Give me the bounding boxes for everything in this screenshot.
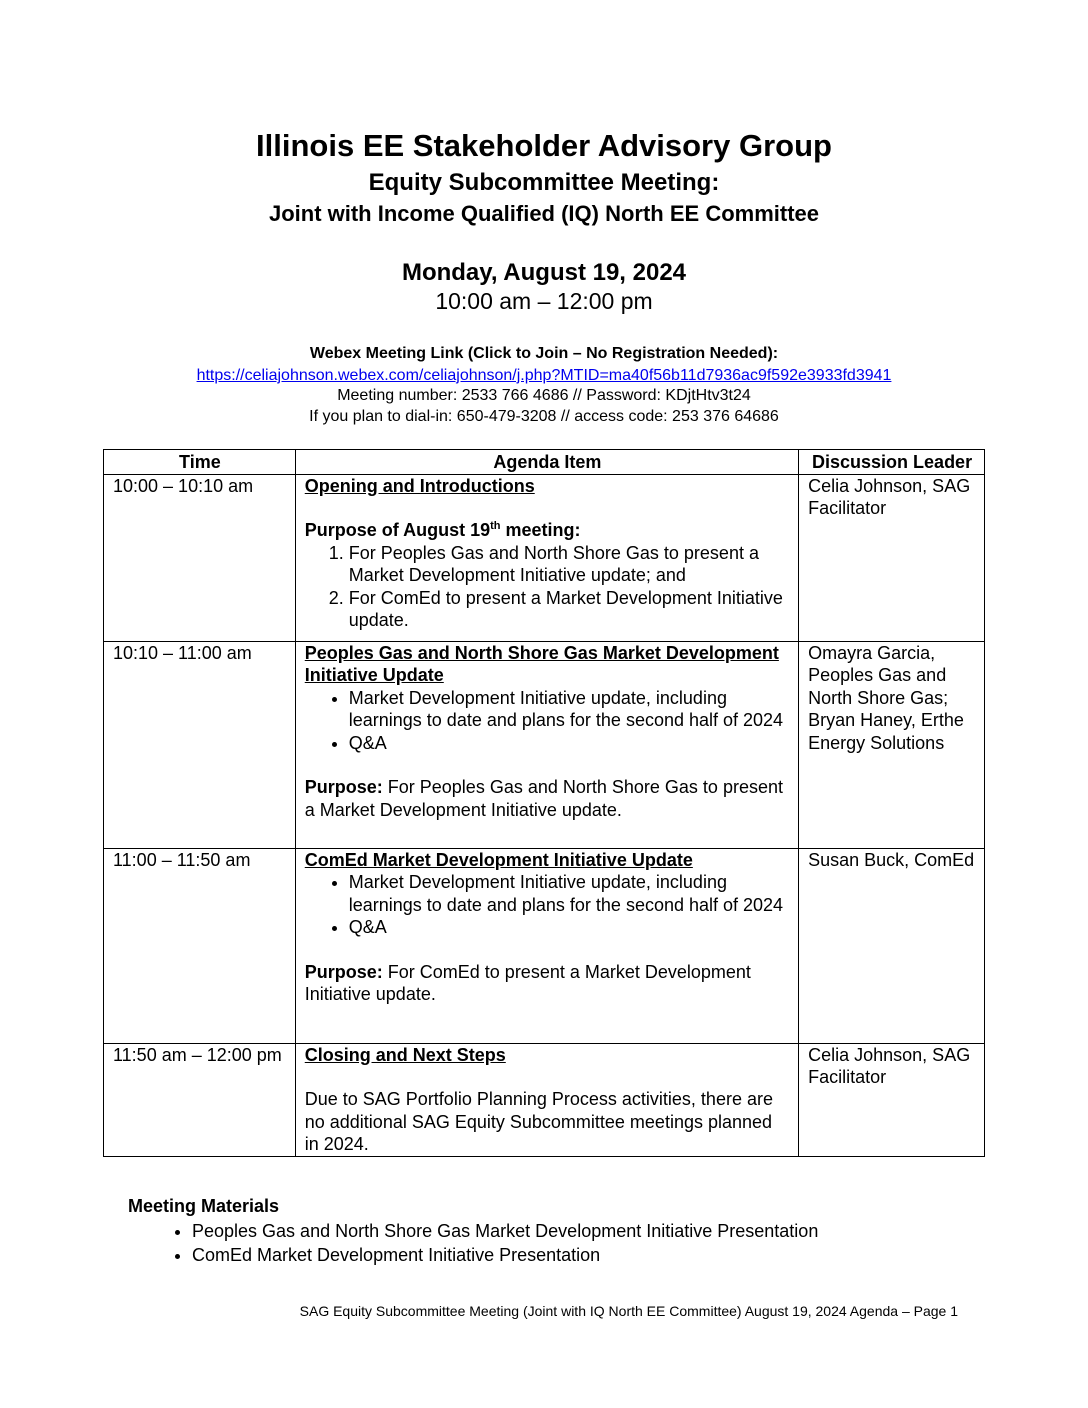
materials-heading: Meeting Materials [128, 1196, 280, 1216]
webex-heading: Webex Meeting Link (Click to Join – No Registration Needed): [309, 345, 779, 362]
table-row [104, 474, 985, 641]
agenda-header-row [104, 450, 985, 475]
row-time: 11:00 – 11:50 am [104, 848, 296, 1043]
meeting-number: Meeting number: 2533 766 4686 // Password: KDjtHtv3t24 [337, 387, 751, 404]
list-item: • Q&A [349, 732, 790, 755]
document-subtitle: Equity Subcommittee Meeting: [368, 169, 720, 196]
dial-in-info: If you plan to dial-in: 650-479-3208 // access code: 253 376 64686 [309, 408, 779, 425]
item-text: Due to SAG Portfolio Planning Process activities, there are no additional SAG Equity Subcommittee meetings planned in 2024. [304, 1089, 773, 1154]
list-item: • Market Development Initiative update, including learnings to date and plans for the second half of 2024 [349, 687, 790, 732]
table-row [104, 848, 985, 1043]
header-time: Time [104, 450, 296, 475]
purpose-heading: Purpose of August 19th meeting: [304, 520, 581, 540]
bullet-list [305, 871, 790, 939]
page-footer: SAG Equity Subcommittee Meeting (Joint with IQ North EE Committee) August 19, 2024 Agenda – Page 1 [299, 1303, 958, 1319]
list-item: • ComEd Market Development Initiative Presentation [192, 1243, 1012, 1267]
item-title: Peoples Gas and North Shore Gas Market Development Initiative Update [304, 642, 779, 685]
materials-list [128, 1219, 1012, 1267]
meeting-date: Monday, August 19, 2024 [401, 259, 687, 286]
purpose-list [305, 542, 790, 632]
table-row [104, 641, 985, 848]
list-item: 1. For Peoples Gas and North Shore Gas to present a Market Development Initiative update; and [349, 542, 790, 587]
header-discussion-leader: Discussion Leader [799, 450, 985, 475]
item-title: Closing and Next Steps [304, 1044, 506, 1065]
document-subtitle-joint: Joint with Income Qualified (IQ) North EE Committee [268, 201, 820, 226]
table-row [104, 1043, 985, 1156]
bullet-list [305, 687, 790, 755]
row-agenda-item [295, 1043, 798, 1156]
row-leader: Omayra Garcia, Peoples Gas and North Shore Gas; Bryan Haney, Erthe Energy Solutions [799, 641, 985, 848]
purpose-text: Purpose: For ComEd to present a Market Development Initiative update. [304, 961, 751, 1004]
meeting-time: 10:00 am – 12:00 pm [435, 288, 653, 314]
list-item: • Peoples Gas and North Shore Gas Market Development Initiative Presentation [192, 1219, 1012, 1243]
header-agenda-item: Agenda Item [295, 450, 798, 475]
purpose-text: Purpose: For Peoples Gas and North Shore Gas to present a Market Development Initiative update. [304, 777, 783, 820]
row-agenda-item [295, 848, 798, 1043]
agenda-table [103, 449, 985, 1157]
list-item: 2. For ComEd to present a Market Development Initiative update. [349, 587, 790, 632]
document-title: Illinois EE Stakeholder Advisory Group [256, 128, 832, 163]
row-agenda-item [295, 474, 798, 641]
row-leader: Celia Johnson, SAG Facilitator [799, 474, 985, 641]
row-time: 10:00 – 10:10 am [104, 474, 296, 641]
row-time: 10:10 – 11:00 am [104, 641, 296, 848]
row-agenda-item [295, 641, 798, 848]
list-item: • Market Development Initiative update, including learnings to date and plans for the second half of 2024 [349, 871, 790, 916]
webex-link[interactable]: https://celiajohnson.webex.com/celiajohnson/j.php?MTID=ma40f56b11d7936ac9f592e3933fd3941 [196, 367, 892, 384]
row-leader: Susan Buck, ComEd [799, 848, 985, 1043]
row-leader: Celia Johnson, SAG Facilitator [799, 1043, 985, 1156]
row-time: 11:50 am – 12:00 pm [104, 1043, 296, 1156]
item-title: ComEd Market Development Initiative Update [304, 849, 693, 870]
list-item: • Q&A [349, 916, 790, 939]
item-title: Opening and Introductions [304, 475, 535, 496]
